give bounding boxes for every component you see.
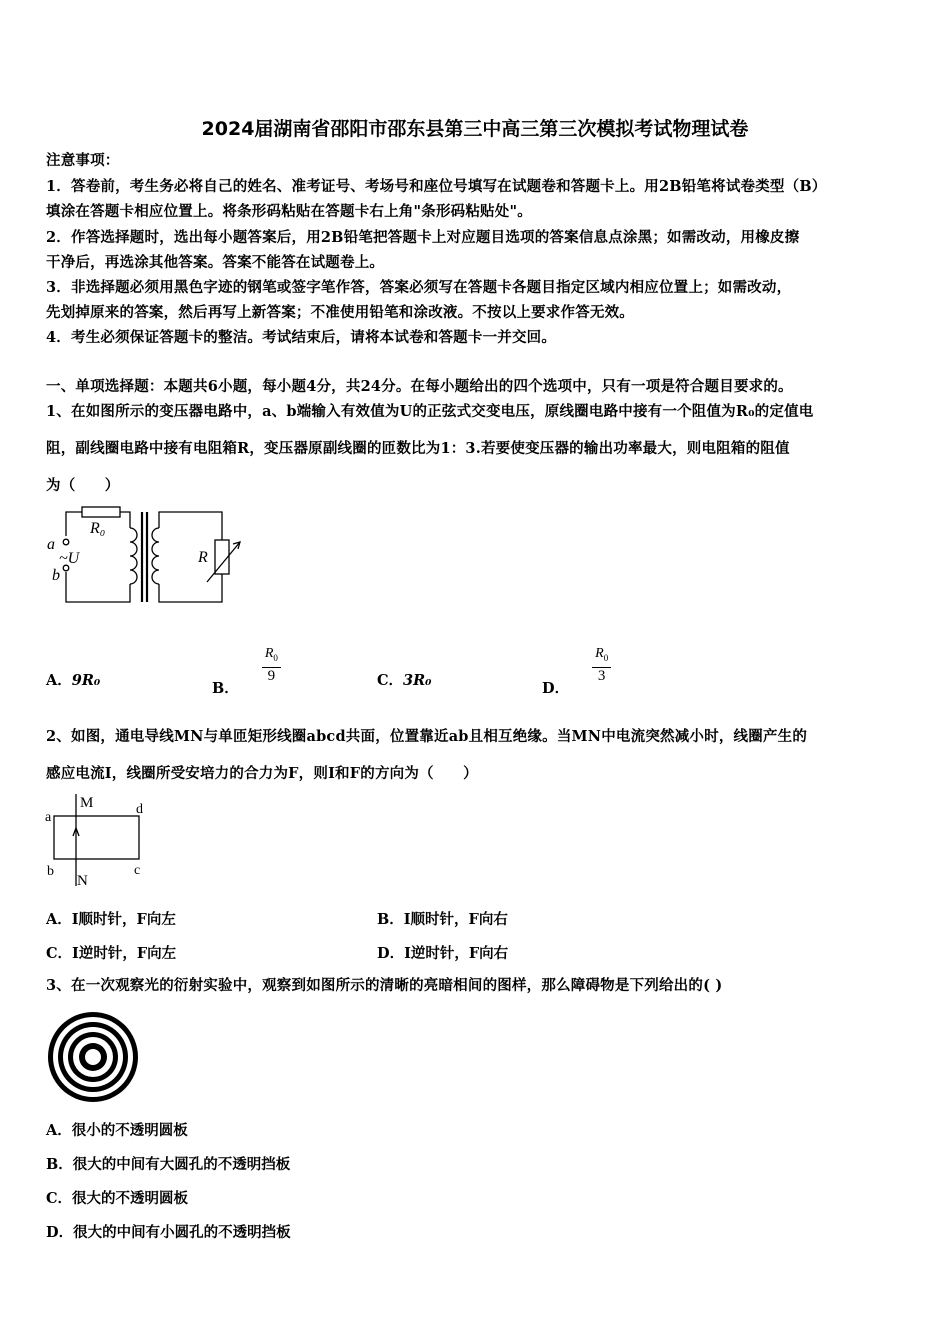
page-title: 2024届湖南省邵阳市邵东县第三中高三第三次模拟考试物理试卷 <box>201 118 749 140</box>
notice-line: 干净后，再选涂其他答案。答案不能答在试题卷上。 <box>46 254 385 271</box>
option-text: 3R₀ <box>403 672 432 689</box>
denominator: 3 <box>597 667 606 684</box>
option-label: B． <box>212 679 239 697</box>
numerator: R <box>264 646 274 661</box>
q3-option-b[interactable]: B．很大的中间有大圆孔的不透明挡板 <box>46 1156 291 1173</box>
fraction <box>592 645 611 685</box>
q3-option-d[interactable]: D．很大的中间有小圆孔的不透明挡板 <box>46 1224 291 1241</box>
option-label: A． <box>46 672 72 689</box>
q1-option-b[interactable] <box>212 645 281 697</box>
option-label: D． <box>542 679 570 697</box>
notice-heading: 注意事项： <box>46 152 120 169</box>
q1-stem-line: 1、在如图所示的变压器电路中，a、b端输入有效值为U的正弦式交变电压，原线圈电路中接有一个阻值为R₀的定值电 <box>46 403 814 420</box>
corner-c-label: c <box>134 863 141 878</box>
resistor-box-label: R <box>198 549 208 566</box>
q1-circuit-labels <box>47 520 208 584</box>
notice-line: 1．答卷前，考生务必将自己的姓名、准考证号、考场号和座位号填写在试题卷和答题卡上。用2B铅笔将试卷类型（B） <box>46 178 827 195</box>
notice-line: 4．考生必须保证答题卡的整洁。考试结束后，请将本试卷和答题卡一并交回。 <box>46 329 557 346</box>
q2-stem-line: 感应电流I，线圈所受安培力的合力为F，则I和F的方向为（ ） <box>46 765 478 782</box>
option-label: C． <box>377 672 404 689</box>
q3-stem: 3、在一次观察光的衍射实验中，观察到如图所示的清晰的亮暗相间的图样，那么障碍物是下列给出的( ) <box>46 977 723 994</box>
q1-transformer-circuit <box>44 502 249 610</box>
fraction <box>262 645 281 685</box>
numerator: R <box>595 646 604 661</box>
notice-line: 填涂在答题卡相应位置上。将条形码粘贴在答题卡右上角"条形码粘贴处"。 <box>46 203 532 220</box>
section-heading: 一、单项选择题：本题共6小题，每小题4分，共24分。在每小题给出的四个选项中，只有一项是符合题目要求的。 <box>46 378 793 395</box>
denominator: 9 <box>267 667 276 684</box>
q2-option-c[interactable]: C．I逆时针，F向左 <box>46 945 177 962</box>
corner-d-label: d <box>136 802 143 817</box>
notice-line: 先划掉原来的答案，然后再写上新答案；不准使用铅笔和涂改液。不按以上要求作答无效。 <box>46 304 634 321</box>
terminal-a-label: a <box>47 536 55 553</box>
q3-diffraction-pattern <box>44 1010 144 1106</box>
q1-option-d[interactable] <box>542 645 611 697</box>
q2-stem-line: 2、如图，通电导线MN与单匝矩形线圈abcd共面，位置靠近ab且相互绝缘。当MN中电流突然减小时，线圈产生的 <box>46 728 808 745</box>
wire-end-m-label: M <box>80 795 94 811</box>
q1-stem-line: 阻，副线圈电路中接有电阻箱R，变压器原副线圈的匝数比为1：3.若要使变压器的输出功率最大，则电阻箱的阻值 <box>46 440 790 457</box>
r0-label: R₀ <box>90 520 106 537</box>
voltage-label: ~U <box>59 550 80 567</box>
q1-option-a[interactable] <box>46 669 100 690</box>
q1-option-c[interactable] <box>377 669 432 690</box>
q3-option-c[interactable]: C．很大的不透明圆板 <box>46 1190 189 1207</box>
q3-option-a[interactable]: A．很小的不透明圆板 <box>46 1122 188 1139</box>
wire-end-n-label: N <box>77 873 88 889</box>
subscript: 0 <box>603 652 609 663</box>
q2-option-b[interactable]: B．I顺时针，F向右 <box>377 911 508 928</box>
q2-wire-loop-figure <box>44 790 159 890</box>
notice-line: 3．非选择题必须用黑色字迹的钢笔或签字笔作答，答案必须写在答题卡各题目指定区域内相应位置上；如需改动， <box>46 279 792 296</box>
subscript: 0 <box>273 652 278 663</box>
corner-a-label: a <box>45 810 52 825</box>
q1-stem-line: 为（ ） <box>46 477 120 494</box>
q2-option-a[interactable]: A．I顺时针，F向左 <box>46 911 176 928</box>
terminal-b-label: b <box>52 567 60 584</box>
corner-b-label: b <box>47 864 54 879</box>
q2-option-d[interactable]: D．I逆时针，F向右 <box>377 945 509 962</box>
notice-line: 2．作答选择题时，选出每小题答案后，用2B铅笔把答题卡上对应题目选项的答案信息点涂黑；如需改动，用橡皮擦 <box>46 229 800 246</box>
option-text: 9R₀ <box>71 672 101 689</box>
